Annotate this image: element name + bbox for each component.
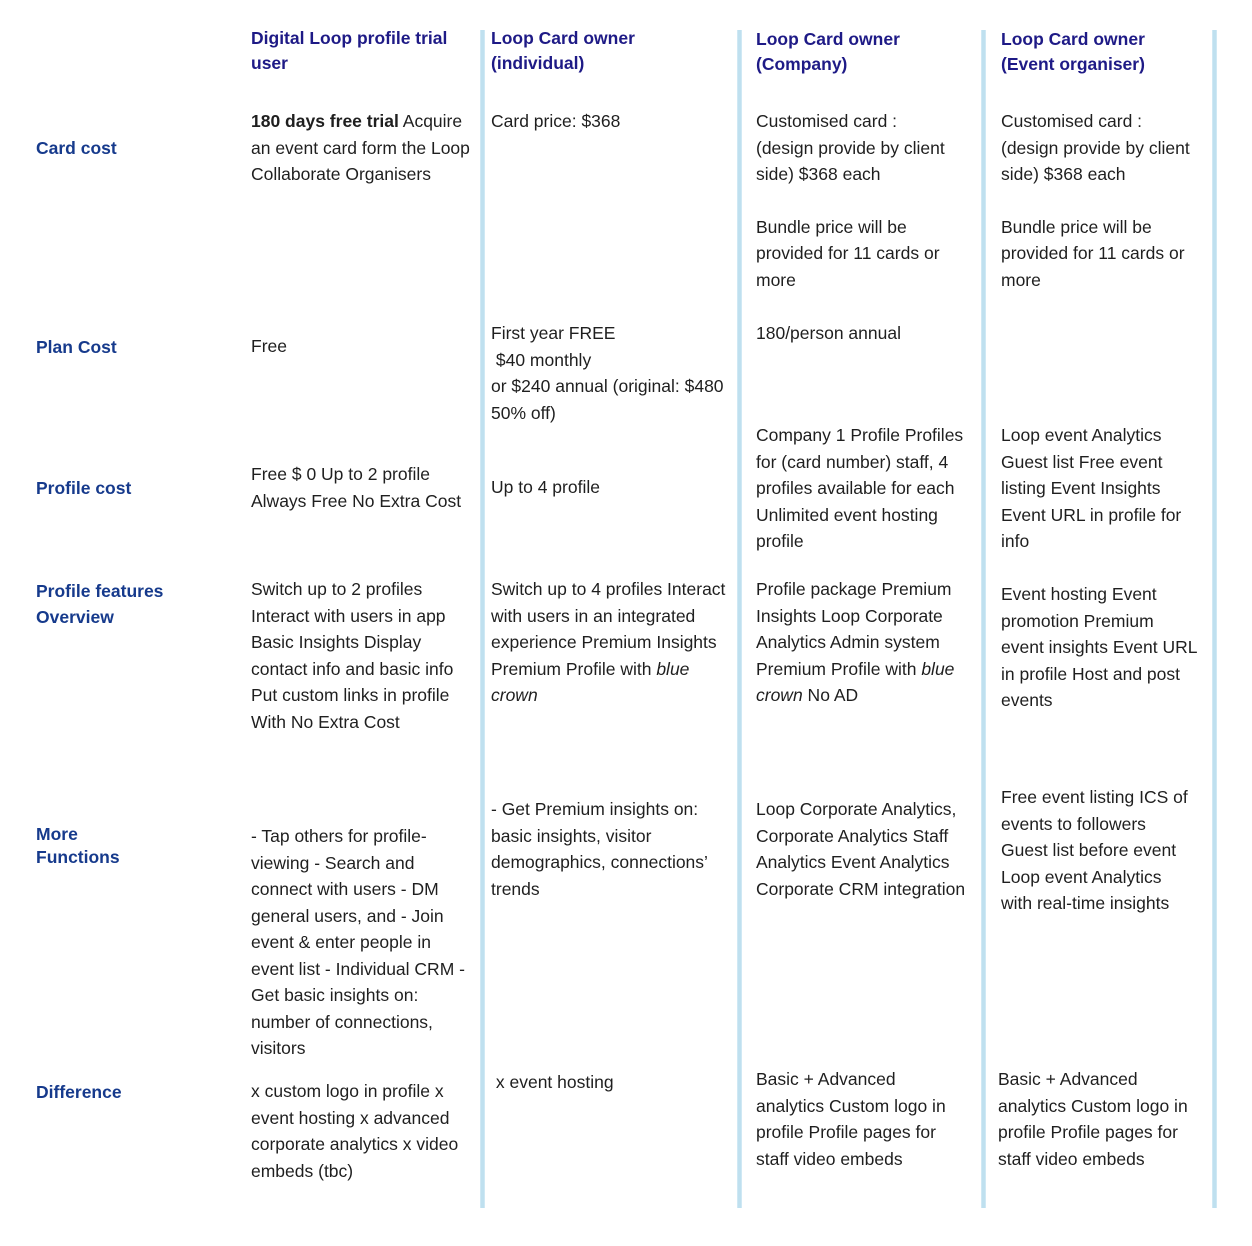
- column-divider-4: [1212, 30, 1217, 1208]
- more-functions-company: Loop Corporate Analytics, Corporate Analytics Staff Analytics Event Analytics Corporate CRM integration: [756, 799, 966, 899]
- plan-cost-company: 180/person annual: [756, 323, 901, 343]
- row-label-features-line1: Profile features: [36, 581, 164, 601]
- header-event-organiser: [1001, 27, 1211, 77]
- features-trial: Switch up to 2 profiles Interact with users in app Basic Insights Display contact info and basic info Put custom links in profile With No Extra Cost: [251, 579, 454, 732]
- profile-cost-company: Company 1 Profile Profiles for (card number) staff, 4 profiles available for each Unlimited event hosting profile: [756, 425, 964, 551]
- plan-cost-individual-line1: First year FREE: [491, 323, 616, 343]
- difference-trial: x custom logo in profile x event hosting x advanced corporate analytics x video embeds (tbc): [251, 1081, 459, 1181]
- more-functions-trial: - Tap others for profile-viewing - Search and connect with users - DM general users, and - Join event & enter people in event list - Individual CRM - Get basic insights on: number of connections, visitors: [251, 826, 465, 1058]
- card-cost-trial: [251, 108, 477, 188]
- card-cost-event-line2: (design provide by client side) $368 each: [1001, 137, 1190, 184]
- difference-company: Basic + Advanced analytics Custom logo in profile Profile pages for staff video embeds: [756, 1069, 946, 1169]
- profile-cost-event: Loop event Analytics Guest list Free event listing Event Insights Event URL in profile for info: [1001, 425, 1182, 551]
- row-label-more-line2: Functions: [36, 847, 120, 867]
- plan-cost-individual: [491, 320, 733, 426]
- column-divider-2: [737, 30, 742, 1208]
- card-cost-individual: Card price: $368: [491, 111, 621, 131]
- row-label-card-cost: Card cost: [36, 138, 117, 158]
- header-company-line1: Loop Card owner: [756, 29, 900, 49]
- row-label-difference: Difference: [36, 1082, 122, 1102]
- features-individual-italic: blue crown: [491, 658, 690, 705]
- features-company-italic: blue crown: [756, 658, 955, 705]
- card-cost-company-line2: (design provide by client side) $368 each: [756, 137, 945, 184]
- card-cost-trial-rest: Acquire an event card form the Loop Collaborate Organisers: [251, 111, 470, 184]
- difference-event: Basic + Advanced analytics Custom logo in profile Profile pages for staff video embeds: [998, 1069, 1188, 1169]
- more-functions-event: Free event listing ICS of events to followers Guest list before event Loop event Analytics with real-time insights: [1001, 787, 1188, 913]
- more-functions-individual: - Get Premium insights on: basic insights, visitor demographics, connections’ trends: [491, 799, 708, 899]
- card-cost-company: [756, 108, 961, 293]
- column-divider-3: [981, 30, 986, 1208]
- header-event-line2: (Event organiser): [1001, 54, 1145, 74]
- header-company-owner: [756, 27, 976, 77]
- features-company: [756, 576, 968, 709]
- header-company-line2: (Company): [756, 54, 848, 74]
- row-label-plan-cost: Plan Cost: [36, 337, 117, 357]
- profile-cost-trial: [251, 461, 477, 514]
- plan-cost-individual-line3: or $240 annual (original: $480 50% off): [491, 376, 724, 423]
- header-individual-owner: Loop Card owner (individual): [491, 28, 635, 73]
- card-cost-company-bundle: Bundle price will be provided for 11 cards or more: [756, 216, 940, 290]
- features-individual: [491, 576, 734, 709]
- row-label-profile-cost: Profile cost: [36, 478, 132, 498]
- row-label-profile-features: [36, 578, 163, 630]
- header-event-line1: Loop Card owner: [1001, 29, 1145, 49]
- plan-cost-trial: Free: [251, 336, 287, 356]
- features-individual-text: Switch up to 4 profiles Interact with users in an integrated experience Premium Insights Premium Profile with: [491, 579, 726, 679]
- profile-cost-trial-line2: Always Free No Extra Cost: [251, 490, 462, 511]
- row-label-more-line1: More: [36, 824, 78, 844]
- plan-cost-individual-line2: $40 monthly: [491, 349, 592, 370]
- header-trial-user: Digital Loop profile trial user: [251, 28, 448, 73]
- card-cost-company-line1: Customised card :: [756, 111, 898, 131]
- profile-cost-trial-line1: Free $ 0 Up to 2 profile: [251, 464, 430, 484]
- card-cost-event-bundle: Bundle price will be provided for 11 cards or more: [1001, 216, 1185, 290]
- row-label-more-functions: [36, 823, 120, 869]
- column-divider-1: [480, 30, 485, 1208]
- card-cost-trial-bold: 180 days free trial: [251, 111, 399, 131]
- row-label-features-line2: Overview: [36, 607, 114, 627]
- features-company-text: Profile package Premium Insights Loop Corporate Analytics Admin system Premium Profile with: [756, 579, 952, 679]
- card-cost-event: [1001, 108, 1206, 293]
- difference-individual: x event hosting: [491, 1072, 614, 1092]
- card-cost-event-line1: Customised card :: [1001, 111, 1143, 131]
- features-company-post: No AD: [802, 685, 859, 705]
- profile-cost-individual: Up to 4 profile: [491, 477, 600, 497]
- features-event: Event hosting Event promotion Premium event insights Event URL in profile Host and post events: [1001, 584, 1197, 710]
